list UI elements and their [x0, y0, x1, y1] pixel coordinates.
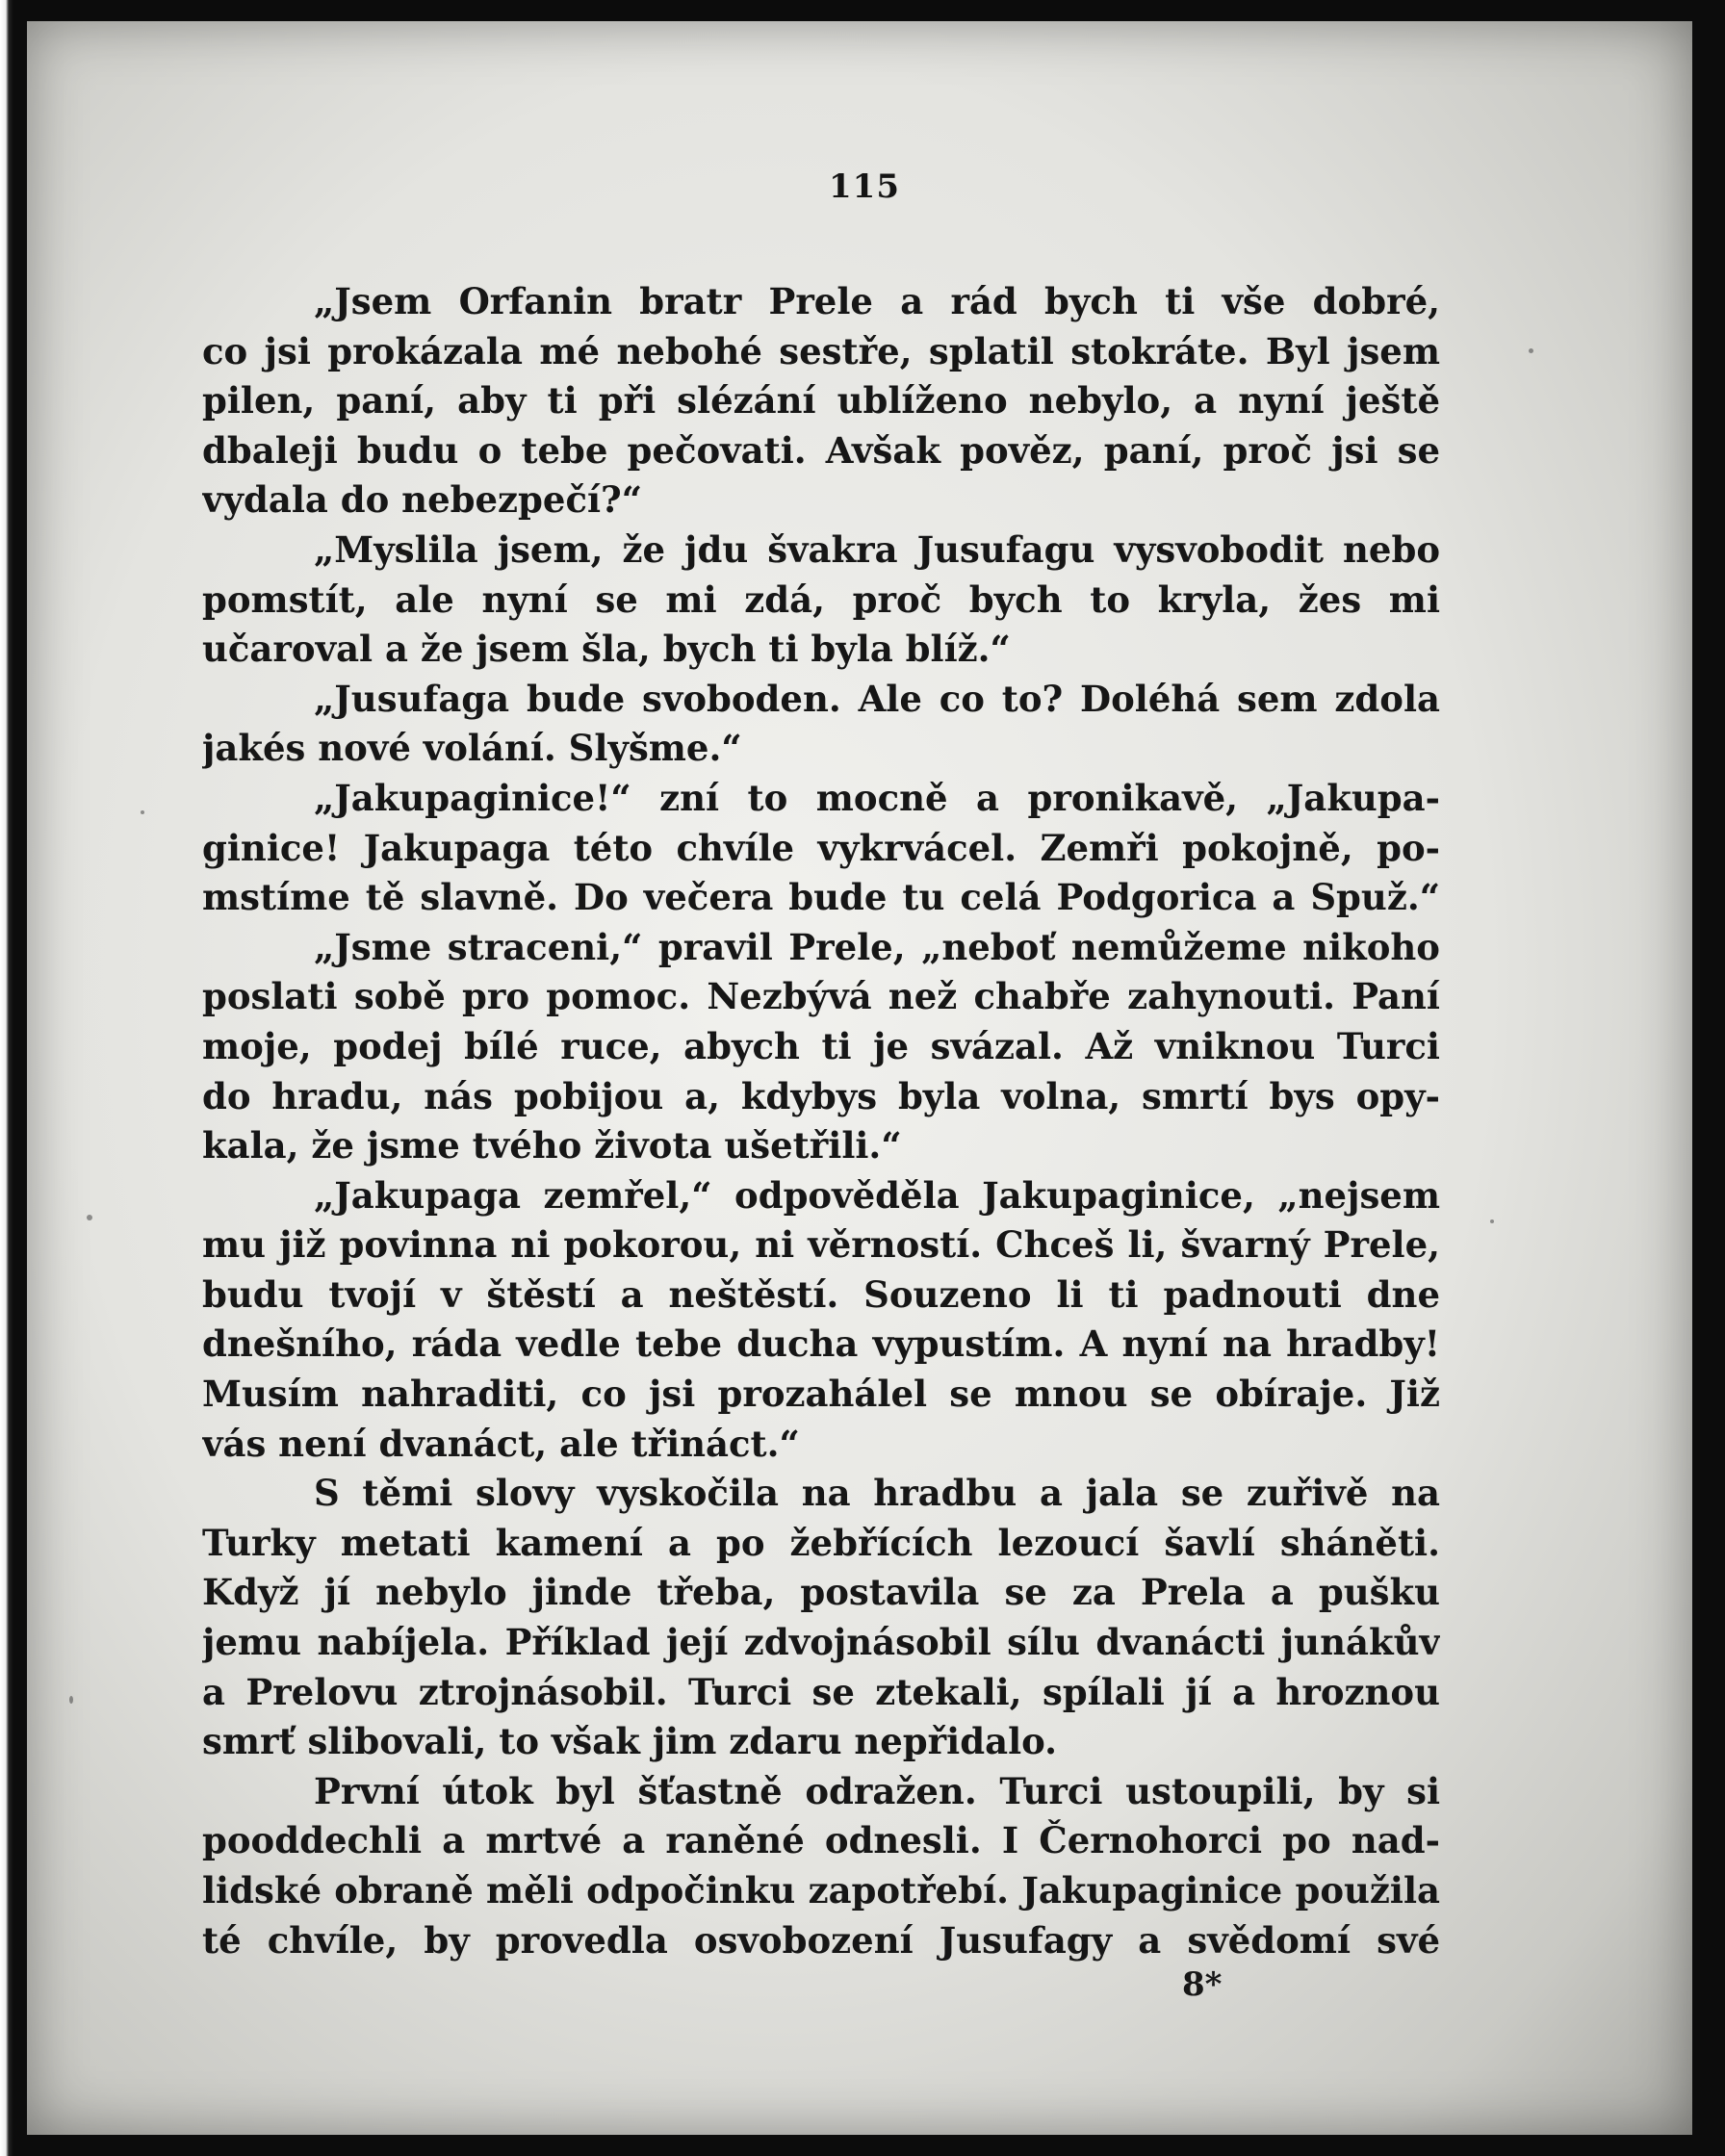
text-line: Turky metati kamení a po žebřících lezoucí šavlí sháněti. — [202, 1521, 1440, 1564]
text-line: S těmi slovy vyskočila na hradbu a jala se zuřivě na — [314, 1472, 1440, 1515]
text-line: té chvíle, by provedla osvobození Jusufagy a svědomí své — [202, 1918, 1440, 1962]
text-line: budu tvojí v štěstí a neštěstí. Souzeno li ti padnouti dne — [202, 1272, 1440, 1316]
text-line: učaroval a že jsem šla, bych ti byla blíž.“ — [202, 628, 1011, 671]
text-line: poslati sobě pro pomoc. Nezbývá než chabře zahynouti. Paní — [202, 975, 1440, 1018]
text-line: ginice! Jakupaga této chvíle vykrvácel. Zemři pokojně, po- — [202, 826, 1440, 869]
scan-speck — [1490, 1219, 1494, 1223]
scan-speck — [87, 1215, 92, 1220]
text-line: mu již povinna ni pokorou, ni věrností. Chceš li, švarný Prele, — [202, 1223, 1440, 1267]
text-line: vás není dvanáct, ale třináct.“ — [202, 1422, 800, 1465]
text-line: „Jsme straceni,“ pravil Prele, „neboť nemůžeme nikoho — [314, 925, 1440, 968]
page-number: 115 — [829, 167, 900, 206]
text-line: „Jusufaga bude svoboden. Ale co to? Doléhá sem zdola — [314, 677, 1440, 720]
text-line: vydala do nebezpečí?“ — [202, 478, 643, 522]
text-line: „Jakupaga zemřel,“ odpověděla Jakupaginice, „nejsem — [314, 1173, 1440, 1217]
text-line: dbaleji budu o tebe pečovati. Avšak pověz, paní, proč jsi se — [202, 428, 1440, 472]
book-page — [27, 21, 1692, 2135]
scan-speck — [69, 1696, 73, 1704]
text-line: pooddechli a mrtvé a raněné odnesli. I Černohorci po nad- — [202, 1819, 1440, 1862]
text-line: kala, že jsme tvého života ušetřili.“ — [202, 1124, 902, 1168]
text-line: smrť slibovali, to však jim zdaru nepřidalo. — [202, 1720, 1058, 1763]
text-line: pilen, paní, aby ti při slézání ublíženo nebylo, a nyní ještě — [202, 379, 1440, 423]
text-line: do hradu, nás pobijou a, kdybys byla volna, smrtí bys opy- — [202, 1074, 1440, 1117]
text-line: Musím nahraditi, co jsi prozahálel se mnou se obíraje. Již — [202, 1373, 1440, 1416]
text-line: Když jí nebylo jinde třeba, postavila se za Prela a pušku — [202, 1571, 1440, 1614]
scan-speck — [141, 810, 144, 814]
signature-mark: 8* — [1182, 1965, 1223, 2004]
text-line: „Jsem Orfanin bratr Prele a rád bych ti vše dobré, — [314, 280, 1440, 322]
text-line: co jsi prokázala mé nebohé sestře, splatil stokráte. Byl jsem — [202, 329, 1440, 372]
text-line: jemu nabíjela. Příklad její zdvojnásobil sílu dvanácti junákův — [202, 1621, 1440, 1664]
text-line: pomstít, ale nyní se mi zdá, proč bych to kryla, žes mi — [202, 578, 1440, 621]
scan-edge-strip — [0, 0, 13, 2156]
text-line: a Prelovu ztrojnásobil. Turci se ztekali, spílali jí a hroznou — [202, 1670, 1440, 1713]
scan-speck — [1529, 348, 1533, 353]
text-line: lidské obraně měli odpočinku zapotřebí. Jakupaginice použila — [202, 1869, 1440, 1912]
text-line: dnešního, ráda vedle tebe ducha vypustím. A nyní na hradby! — [202, 1322, 1440, 1366]
text-line: jakés nové volání. Slyšme.“ — [202, 727, 742, 770]
text-line: mstíme tě slavně. Do večera bude tu celá Podgorica a Spuž.“ — [202, 876, 1440, 919]
text-line: „Jakupaginice!“ zní to mocně a pronikavě, „Jakupa- — [314, 776, 1440, 819]
text-line: První útok byl šťastně odražen. Turci ustoupili, by si — [314, 1769, 1440, 1812]
body-text — [202, 277, 1440, 1965]
text-line: moje, podej bílé ruce, abych ti je svázal. Až vniknou Turci — [202, 1024, 1440, 1067]
text-line: „Myslila jsem, že jdu švakra Jusufagu vysvobodit nebo — [314, 527, 1440, 571]
